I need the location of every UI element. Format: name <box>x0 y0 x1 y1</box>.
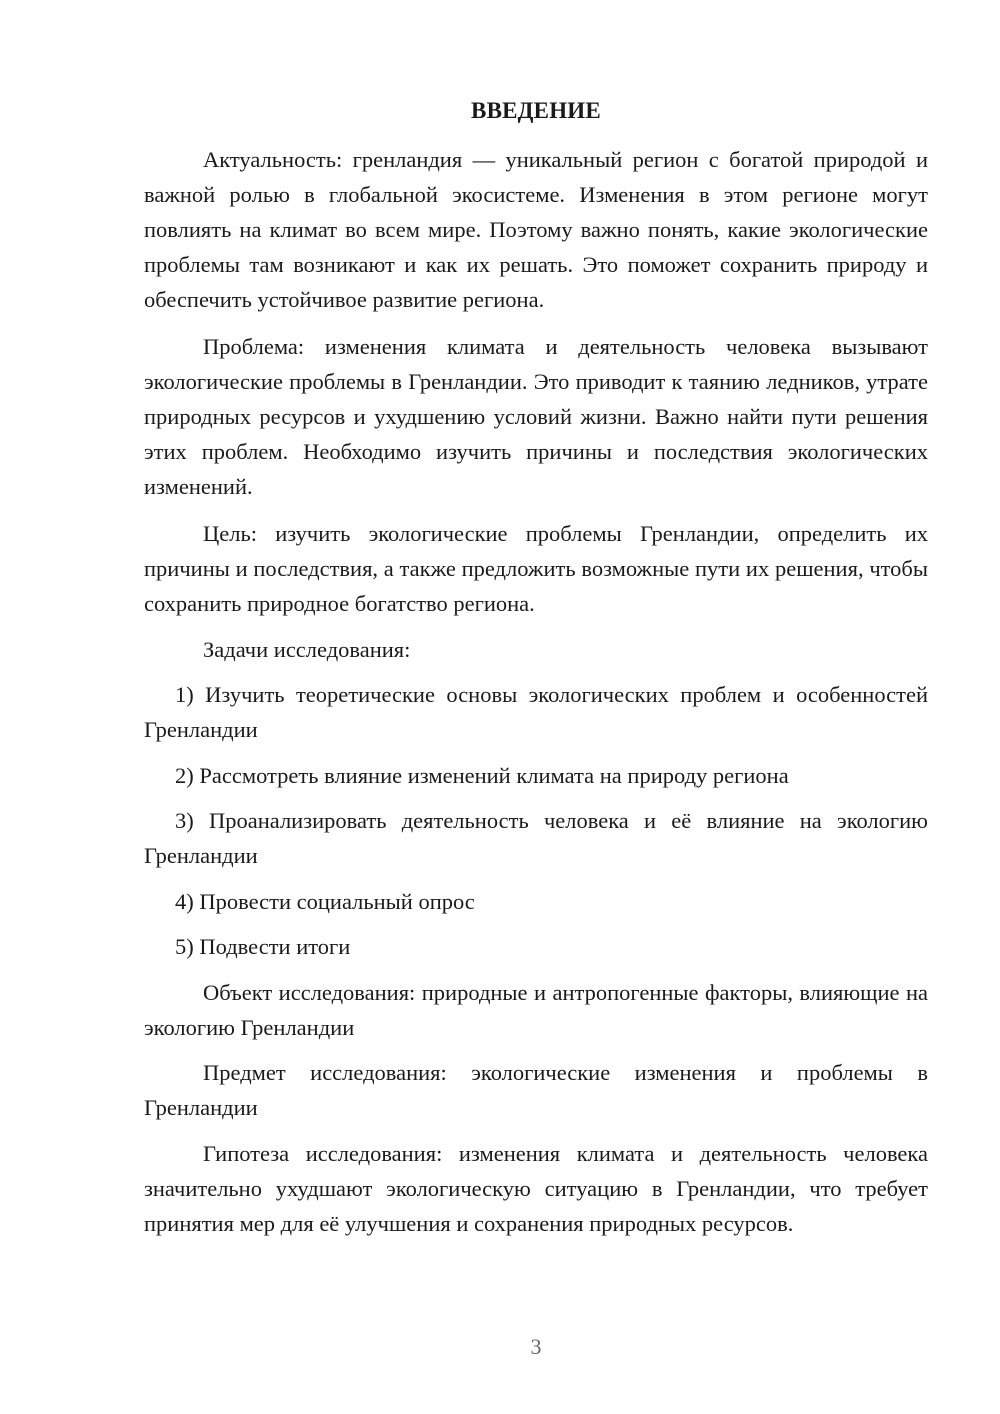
task-item-2: 2) Рассмотреть влияние изменений климата на природу региона <box>175 763 789 788</box>
task-item-5: 5) Подвести итоги <box>175 934 351 959</box>
task-item-3: 3) Проанализировать деятельность человека и её влияние на экологию Гренландии <box>144 808 928 868</box>
object-paragraph: Объект исследования: природные и антропогенные факторы, влияющие на экологию Гренландии <box>144 980 928 1040</box>
page-title: ВВЕДЕНИЕ <box>471 98 601 123</box>
task-item-4: 4) Провести социальный опрос <box>175 889 475 914</box>
problem-paragraph: Проблема: изменения климата и деятельность человека вызывают экологические проблемы в Гренландии. Это приводит к таянию ледников, утрате природных ресурсов и ухудшению условий жизни. Важно найти пути решения этих проблем. Необходимо изучить причины и последствия экологических изменений. <box>144 334 928 499</box>
task-item-1: 1) Изучить теоретические основы экологических проблем и особенностей Гренландии <box>144 682 928 742</box>
relevance-paragraph: Актуальность: гренландия — уникальный регион с богатой природой и важной ролью в глобальной экосистеме. Изменения в этом регионе могут повлиять на климат во всем мире. Поэтому важно понять, какие экологические проблемы там возникают и как их решать. Это поможет сохранить природу и обеспечить устойчивое развитие региона. <box>144 147 928 312</box>
page-number: 3 <box>530 1334 542 1359</box>
tasks-heading: Задачи исследования: <box>203 637 411 662</box>
goal-paragraph: Цель: изучить экологические проблемы Гренландии, определить их причины и последствия, а также предложить возможные пути их решения, чтобы сохранить природное богатство региона. <box>144 521 928 616</box>
hypothesis-paragraph: Гипотеза исследования: изменения климата и деятельность человека значительно ухудшают экологическую ситуацию в Гренландии, что требует принятия мер для её улучшения и сохранения природных ресурсов. <box>144 1141 928 1236</box>
subject-paragraph: Предмет исследования: экологические изменения и проблемы в Гренландии <box>144 1060 928 1120</box>
